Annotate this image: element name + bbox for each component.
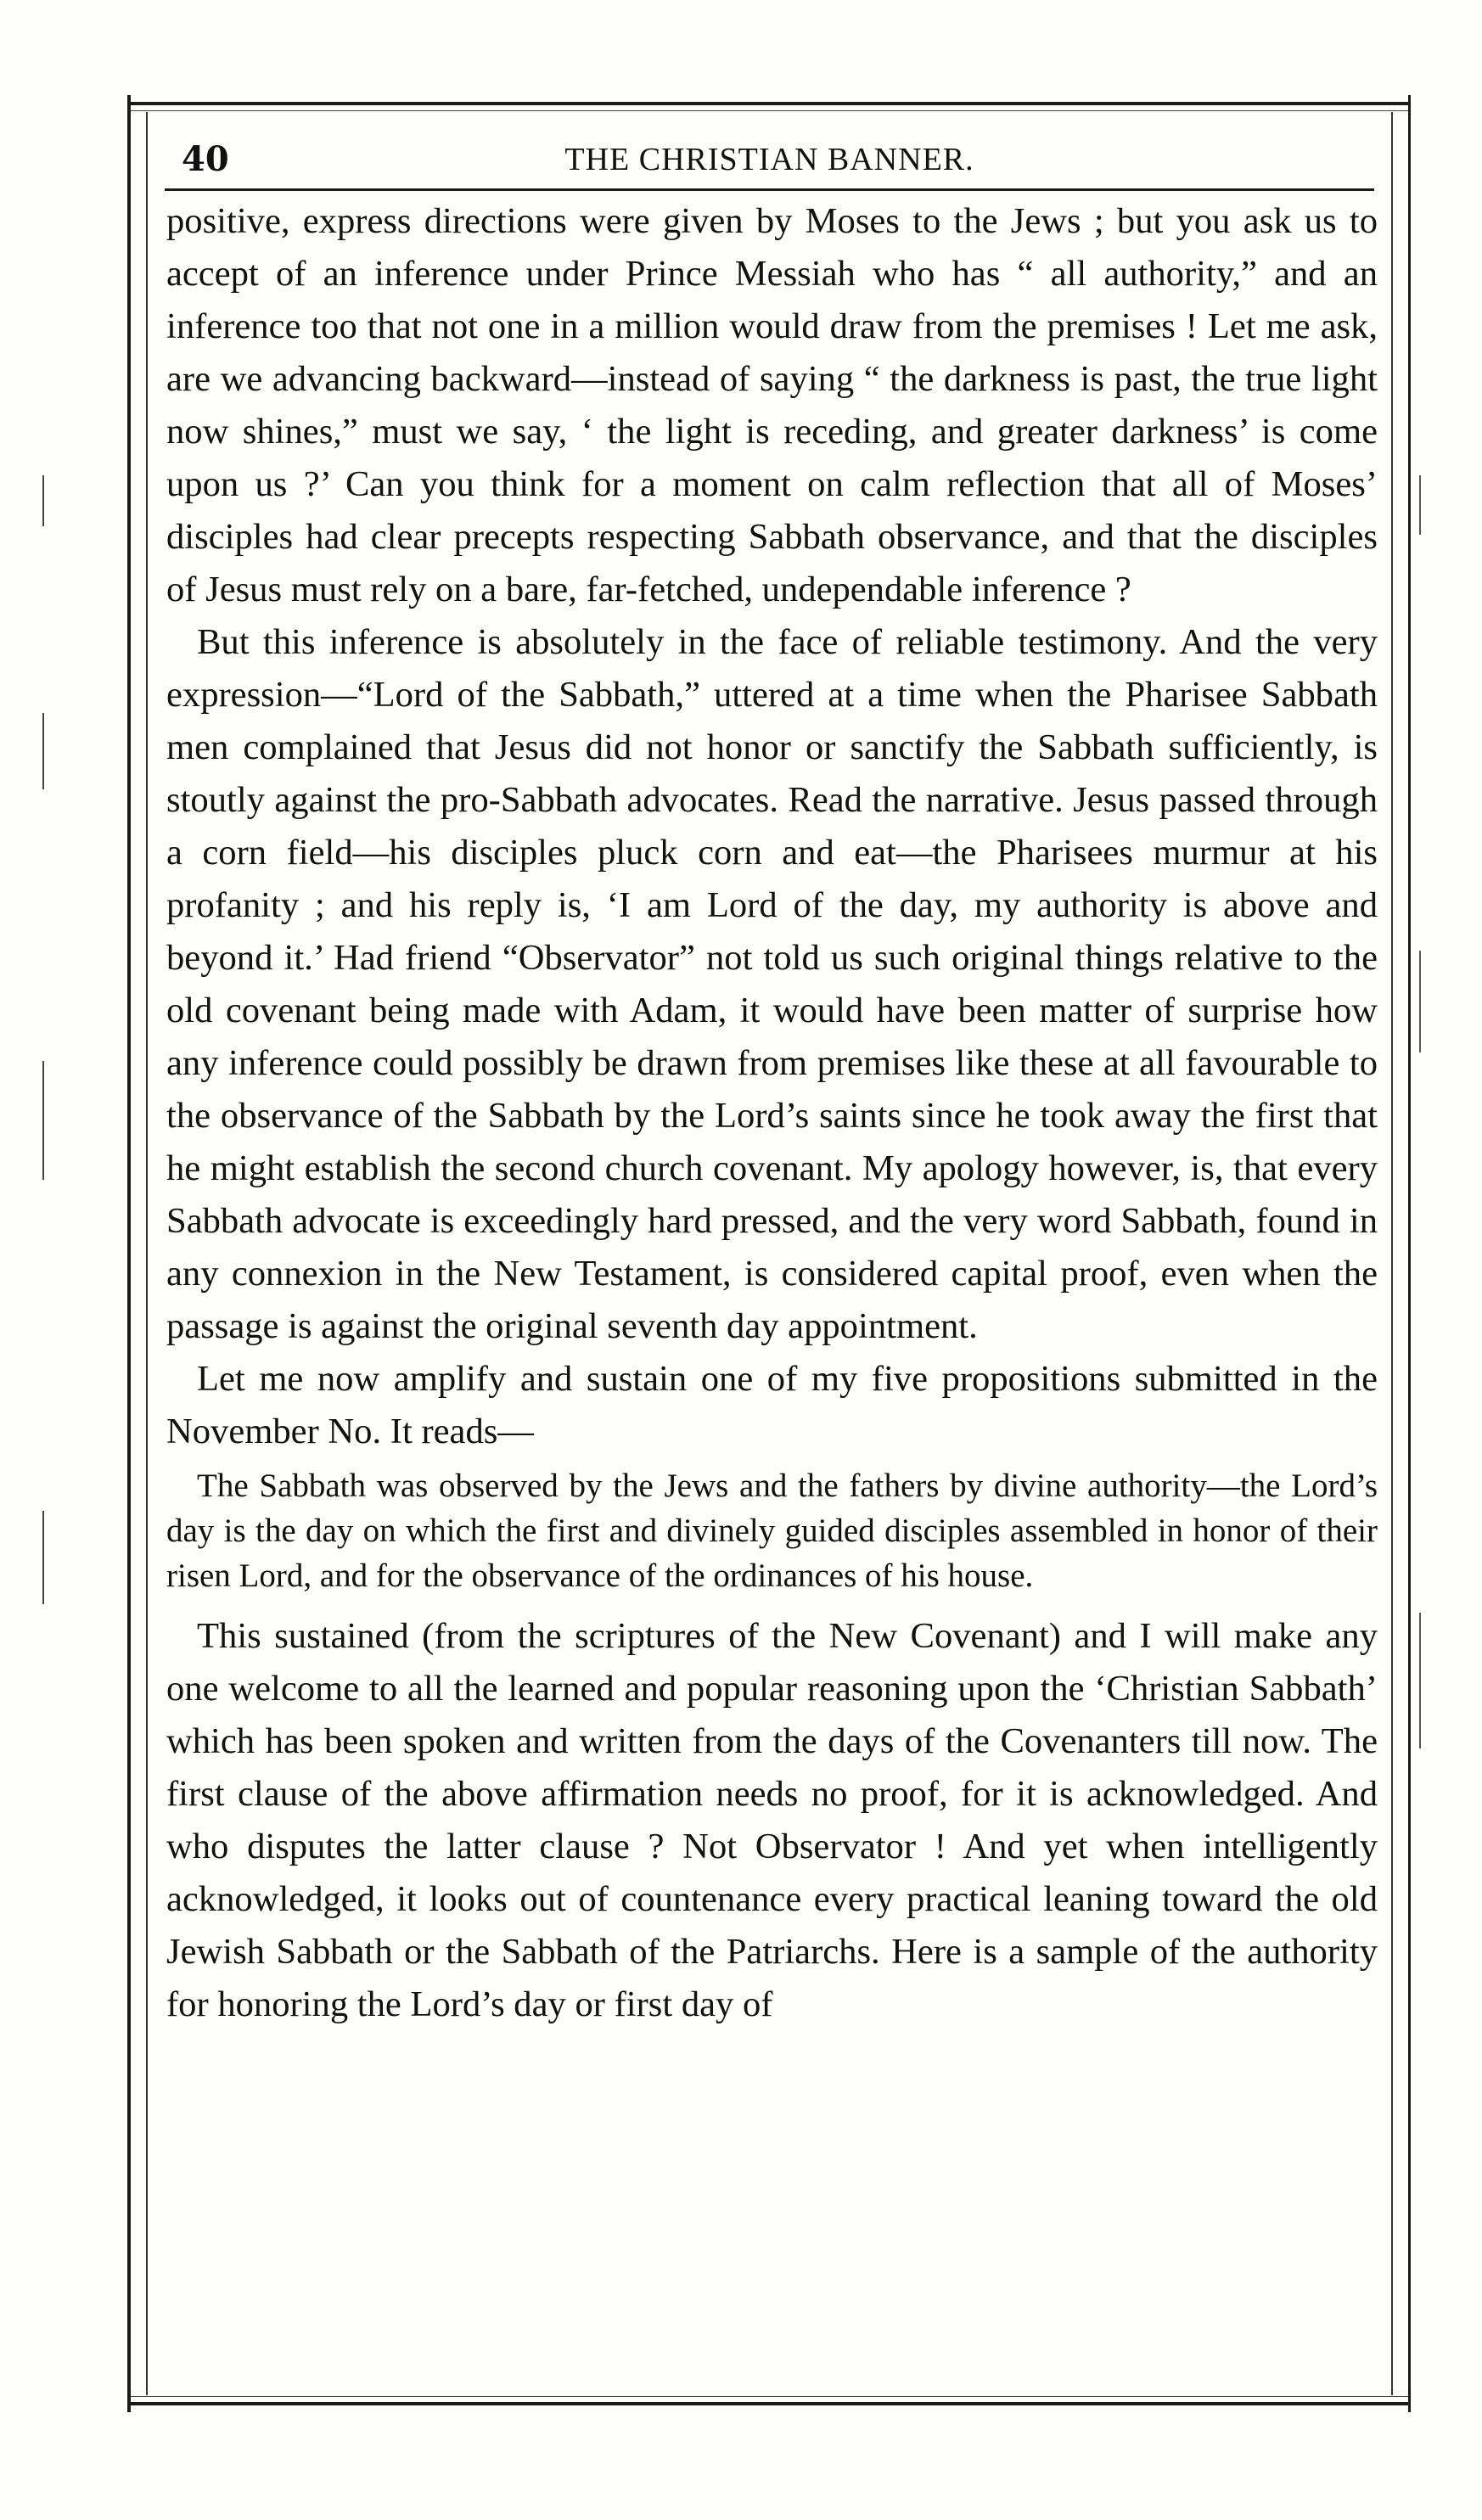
article-body bbox=[166, 195, 1378, 2031]
page-number: 40 bbox=[182, 139, 229, 179]
page-frame bbox=[127, 95, 1411, 2412]
margin-mark bbox=[42, 1511, 44, 1604]
top-rule-thin bbox=[131, 110, 1408, 111]
margin-mark bbox=[1419, 475, 1421, 535]
paragraph-1: positive, express directions were given by Moses to the Jews ; but you ask us to accept of an inference under Prince Messiah who has “ all authority,” and an inference too that not one in a million would draw from the premises ! Let me ask, are we advancing backward—instead of saying “ the darkness is past, the true light now shines,” must we say, ‘ the light is receding, and greater darkness’ is come upon us ?’ Can you think for a moment on calm reflection that all of Moses’ disciples had clear precepts respecting Sabbath observance, and that the disciples of Jesus must rely on a bare, far-fetched, undependable inference ? bbox=[166, 201, 1378, 609]
margin-mark bbox=[1419, 951, 1421, 1052]
journal-title: THE CHRISTIAN BANNER. bbox=[564, 142, 974, 177]
bottom-rule-thin bbox=[131, 2396, 1408, 2397]
margin-mark bbox=[42, 475, 44, 526]
page-header bbox=[165, 121, 1374, 191]
inner-left-border bbox=[146, 112, 148, 2395]
margin-mark bbox=[42, 713, 44, 789]
margin-mark bbox=[42, 1061, 44, 1180]
paragraph-2: But this inference is absolutely in the face of reliable testimony. And the very expression—“Lord of the Sabbath,” uttered at a time when the Pharisee Sabbath men complained that Jesus did not honor or sanctify the Sabbath sufficiently, is stoutly against the pro-Sabbath advocates. Read the narrative. Jesus passed through a corn field—his disciples pluck corn and eat—the Pharisees murmur at his profanity ; and his reply is, ‘I am Lord of the day, my authority is above and beyond it.’ Had friend “Observator” not told us such original things relative to the old covenant being made with Adam, it would have been matter of surprise how any inference could possibly be drawn from premises like these at all favourable to the observance of the Sabbath by the Lord’s saints since he took away the first that he might establish the second church covenant. My apology however, is, that every Sabbath advocate is exceedingly hard pressed, and the very word Sabbath, found in any connexion in the New Testament, is considered capital proof, even when the passage is against the original seventh day appointment. bbox=[166, 622, 1378, 1346]
margin-mark bbox=[1419, 1613, 1421, 1748]
top-rule bbox=[131, 102, 1408, 105]
inner-right-border bbox=[1391, 112, 1393, 2395]
bottom-rule bbox=[131, 2402, 1408, 2405]
quoted-proposition: The Sabbath was observed by the Jews and the fathers by divine authority—the Lord’s day is the day on which the first and divinely guided disciples assembled in honor of their risen Lord, and for the observance of the ordinances of his house. bbox=[166, 1468, 1378, 1594]
paragraph-5: This sustained (from the scriptures of the New Covenant) and I will make any one welcome to all the learned and popular reasoning upon the ‘Christian Sabbath’ which has been spoken and written from the days of the Covenanters till now. The first clause of the above affirmation needs no proof, for it is acknowledged. And who disputes the latter clause ? Not Observator ! And yet when intelligently acknowledged, it looks out of countenance every practical leaning toward the old Jewish Sabbath or the Sabbath of the Patriarchs. Here is a sample of the authority for honoring the Lord’s day or first day of bbox=[166, 1616, 1378, 2024]
paragraph-3: Let me now amplify and sustain one of my five propositions submitted in the November No. It reads— bbox=[166, 1359, 1378, 1451]
